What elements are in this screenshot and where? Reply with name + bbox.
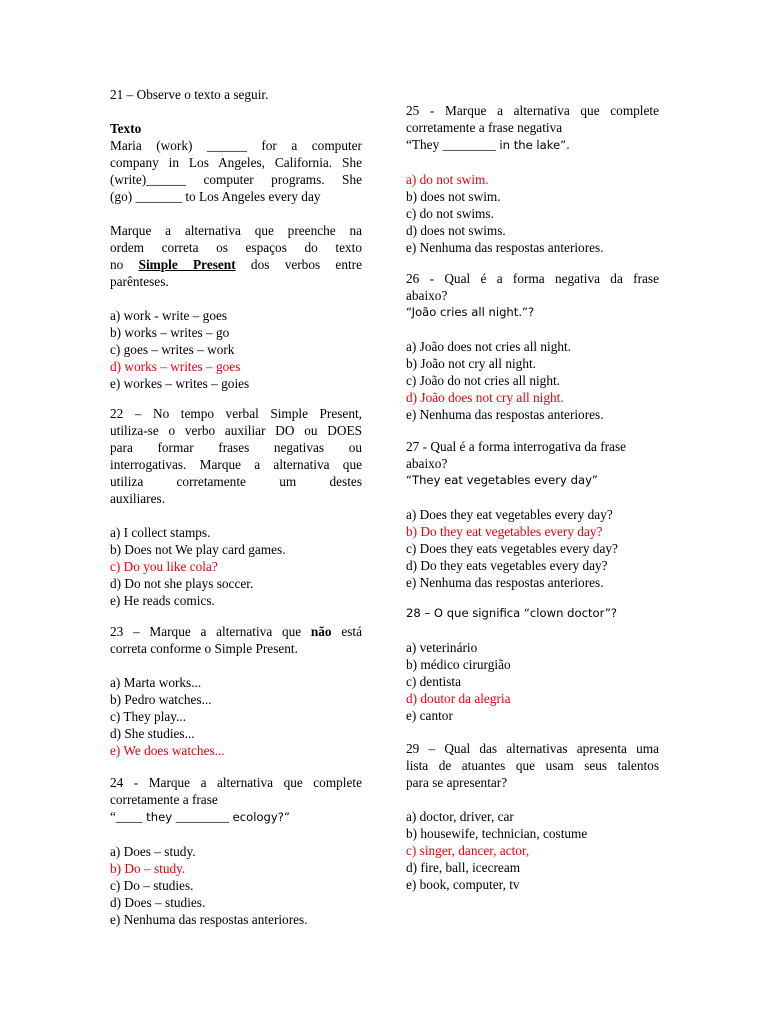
option-b: b) Does not We play card games. <box>110 542 286 557</box>
option-a: a) doctor, driver, car <box>406 809 514 824</box>
option-a: a) Does – study. <box>110 844 196 859</box>
instruction-line <box>110 256 362 273</box>
question-25-line: corretamente a frase negativa <box>406 120 563 135</box>
option-b: b) works – writes – go <box>110 325 230 340</box>
option-b-correct: b) Do – study. <box>110 861 186 876</box>
question-24-sentence <box>110 808 362 826</box>
option-c: c) João do not cries all night. <box>406 373 560 388</box>
texto-heading: Texto <box>110 121 142 136</box>
blank-1: ____ <box>115 809 143 824</box>
question-22-line: utiliza-se o verbo auxiliar DO ou DOES <box>110 423 362 438</box>
instruction-line: parênteses. <box>110 274 169 289</box>
instruction-line: ordem correta os espaços do texto <box>110 240 362 255</box>
question-27-line: 27 - Qual é a forma interrogativa da frase <box>406 439 627 454</box>
option-c: c) They play... <box>110 709 187 724</box>
option-c: c) do not swims. <box>406 206 494 221</box>
question-21 <box>110 86 362 392</box>
option-c: c) Do – studies. <box>110 878 194 893</box>
option-d-correct: d) works – writes – goes <box>110 359 241 374</box>
option-d: d) Does – studies. <box>110 895 206 910</box>
option-d: d) Do not she plays soccer. <box>110 576 254 591</box>
question-26-sentence: “João cries all night.”? <box>406 305 535 319</box>
sentence-text: ecology?” <box>228 810 290 824</box>
blank: ________ <box>442 137 496 152</box>
option-b: b) médico cirurgião <box>406 657 511 672</box>
option-a: a) work - write – goes <box>110 308 228 323</box>
passage-line: Maria (work) ______ for a computer <box>110 138 362 153</box>
question-23-line: correta conforme o Simple Present. <box>110 641 298 656</box>
question-23-text: está <box>331 624 362 639</box>
instruction-text: dos verbos entre <box>235 257 363 272</box>
option-b: b) João not cry all night. <box>406 356 536 371</box>
question-23-text: 23 – Marque a alternativa que <box>110 624 311 639</box>
question-27-line: abaixo? <box>406 456 448 471</box>
question-21-title: 21 – Observe o texto a seguir. <box>110 87 269 102</box>
option-e-correct: e) We does watches... <box>110 743 225 758</box>
option-c: c) Does they eats vegetables every day? <box>406 541 618 556</box>
option-a: a) I collect stamps. <box>110 525 211 540</box>
option-e: e) Nenhuma das respostas anteriores. <box>110 912 308 927</box>
option-c-correct: c) Do you like cola? <box>110 559 218 574</box>
question-23 <box>110 623 362 759</box>
option-e: e) cantor <box>406 708 453 723</box>
option-b-correct: b) Do they eat vegetables every day? <box>406 524 603 539</box>
option-e: e) Nenhuma das respostas anteriores. <box>406 407 604 422</box>
option-c: c) dentista <box>406 674 462 689</box>
passage-line: (go) _______ to Los Angeles every day <box>110 189 321 204</box>
nao-emphasis: não <box>310 624 332 639</box>
question-22-line: interrogativas. Marque a alternativa que <box>110 457 362 472</box>
question-22 <box>110 405 362 609</box>
question-29 <box>406 740 659 893</box>
question-22-line: para formar frases negativas ou <box>110 440 362 455</box>
question-22-line: 22 – No tempo verbal Simple Present, <box>110 406 362 421</box>
question-24 <box>110 774 362 928</box>
option-d: d) She studies... <box>110 726 195 741</box>
option-e: e) Nenhuma das respostas anteriores. <box>406 240 604 255</box>
question-26 <box>406 270 659 423</box>
question-26-line: 26 - Qual é a forma negativa da frase <box>406 271 659 286</box>
option-a: a) João does not cries all night. <box>406 339 572 354</box>
option-a: a) Marta works... <box>110 675 202 690</box>
question-24-line: corretamente a frase <box>110 792 218 807</box>
option-d: d) does not swims. <box>406 223 506 238</box>
option-a: a) veterinário <box>406 640 478 655</box>
blank-2: ________ <box>175 809 229 824</box>
sentence-text: they <box>142 810 176 824</box>
question-22-line: utiliza corretamente um destes <box>110 474 362 489</box>
option-d-correct: d) doutor da alegria <box>406 691 511 706</box>
question-25-sentence <box>406 136 659 154</box>
option-d-correct: d) João does not cry all night. <box>406 390 564 405</box>
option-c: c) goes – writes – work <box>110 342 235 357</box>
instruction-text: no <box>110 257 139 272</box>
option-e: e) workes – writes – goies <box>110 376 250 391</box>
question-24-line: 24 - Marque a alternativa que complete <box>110 775 362 790</box>
question-22-line: auxiliares. <box>110 491 166 506</box>
option-d: d) fire, ball, icecream <box>406 860 521 875</box>
option-e: e) He reads comics. <box>110 593 215 608</box>
option-b: b) Pedro watches... <box>110 692 212 707</box>
question-28 <box>406 605 659 724</box>
question-27 <box>406 438 659 591</box>
question-28-title: 28 – O que significa “clown doctor”? <box>406 606 618 620</box>
question-29-line: 29 – Qual das alternativas apresenta uma <box>406 741 659 756</box>
passage-line: company in Los Angeles, California. She <box>110 155 362 170</box>
option-b: b) housewife, technician, costume <box>406 826 588 841</box>
option-b: b) does not swim. <box>406 189 501 204</box>
passage-line: (write)______ computer programs. She <box>110 172 362 187</box>
question-25 <box>406 102 659 256</box>
question-25-line: 25 - Marque a alternativa que complete <box>406 103 659 118</box>
option-c-correct: c) singer, dancer, actor, <box>406 843 530 858</box>
question-23-line <box>110 623 362 640</box>
question-29-line: lista de atuantes que usam seus talentos <box>406 758 659 773</box>
sentence-text: “They <box>406 137 443 152</box>
option-e: e) Nenhuma das respostas anteriores. <box>406 575 604 590</box>
sentence-text: in the lake”. <box>495 138 570 152</box>
option-d: d) Do they eats vegetables every day? <box>406 558 608 573</box>
option-e: e) book, computer, tv <box>406 877 520 892</box>
quote-mark: “ <box>110 809 116 824</box>
question-26-line: abaixo? <box>406 288 448 303</box>
question-29-line: para se apresentar? <box>406 775 508 790</box>
option-a-correct: a) do not swim. <box>406 172 489 187</box>
option-a: a) Does they eat vegetables every day? <box>406 507 613 522</box>
question-27-sentence: “They eat vegetables every day” <box>406 473 598 487</box>
instruction-line: Marque a alternativa que preenche na <box>110 223 362 238</box>
simple-present-term: Simple Present <box>138 257 236 272</box>
